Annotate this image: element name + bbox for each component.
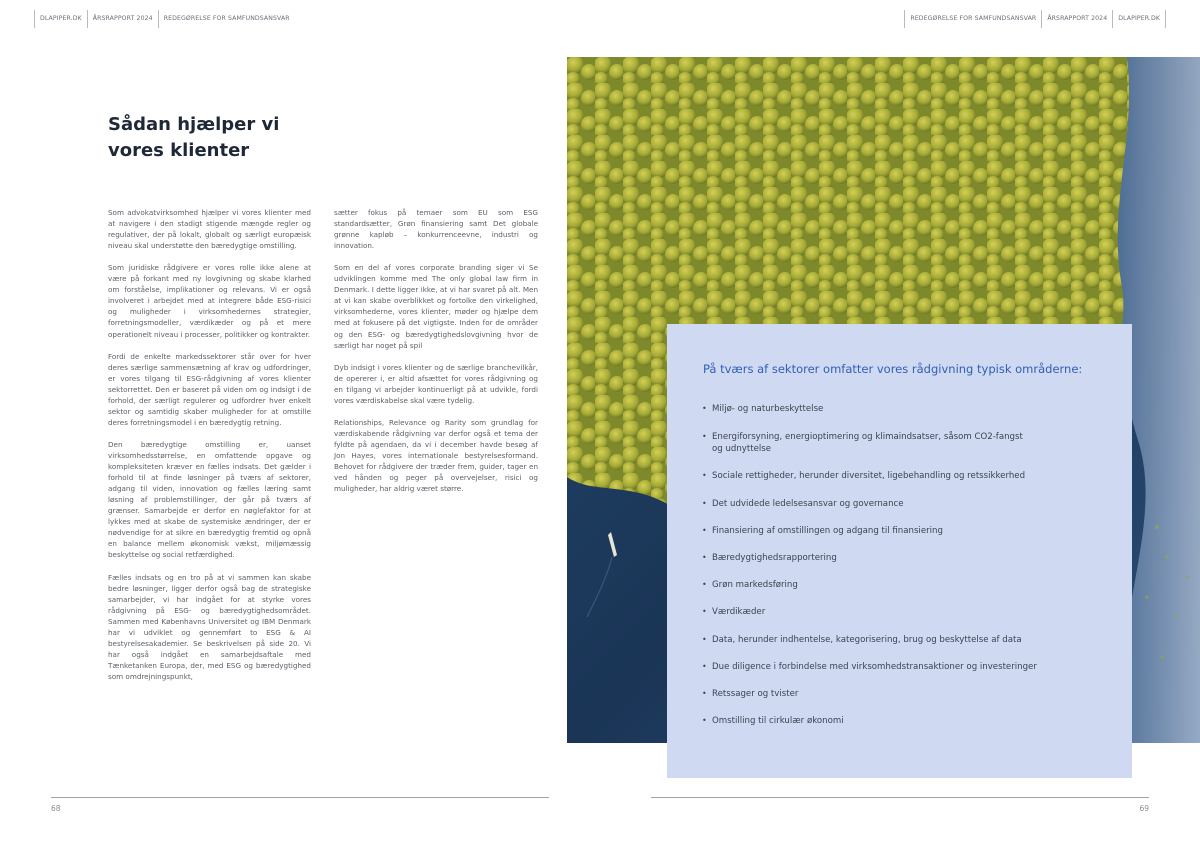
paragraph: Den bæredygtige omstilling er, uanset virksomhedsstørrelse, en omfattende opgave og kompleksiteten kræver en fælles indsats. Det gælder i forhold til at finde løsninger på tværs af sektorer, adgang til viden, innovation og fælles læring samt løsning af problemstillinger, der går på tværs af grænser. Samarbejde er derfor en nøglefaktor for at lykkes med at skabe de systemiske ændringer, der er nødvendige for at sikre en bæredygtig fremtid og opnå en balance mellem økonomisk vækst, miljømæssig beskyttelse og social retfærdighed. [108,439,311,560]
paragraph: Som en del af vores corporate branding siger vi Se udviklingen komme med The only global law firm in Denmark. I dette ligger ikke, at vi har svaret på alt. Men at vi kan skabe overblikket og fortolke den virkelighed, virksomhederne, vores klienter, møder og hjælpe dem med at fokusere på det vigtigste. Inden for de områder og den ESG- og bæredygtighedslovgivning hvor de særligt har noget på spil [334,263,538,350]
list-item: • Data, herunder indhentelse, kategorisering, brug og beskyttelse af data [702,634,1022,646]
list-item: • Sociale rettigheder, herunder diversitet, ligebehandling og retssikkerhed [702,470,1025,482]
paragraph: sætter fokus på temaer som EU som ESG standardsætter, Grøn finansiering samt Det globale grønne kapløb – konkurrenceevne, industri og innovation. [334,208,538,251]
header-site-link[interactable]: DLAPIPER.DK [34,10,87,28]
advisory-areas-heading: På tværs af sektorer omfatter vores rådgivning typisk områderne: [703,362,1083,376]
list-item: • Due diligence i forbindelse med virksomhedstransaktioner og investeringer [702,661,1037,673]
footer-divider-left [51,797,549,798]
header-nav-left [34,10,295,28]
footer-divider-right [651,797,1149,798]
body-column-1 [108,207,311,693]
paragraph: Som advokatvirksomhed hjælper vi vores klienter med at navigere i den stadigt stigende mængde regler og regulativer, der på lokalt, globalt og særligt europæisk niveau skal understøtte den bæredygtige omstilling. [108,208,311,251]
page-number-left: 68 [51,804,61,813]
list-item: • Værdikæder [702,606,765,618]
page-number-right: 69 [1139,804,1149,813]
page-title: Sådan hjælper vi vores klienter [108,114,280,161]
list-item: • Energiforsyning, energioptimering og klimaindsatser, såsom CO2-fangst og udnyttelse [702,431,1032,455]
paragraph: Fælles indsats og en tro på at vi sammen kan skabe bedre løsninger, ligger derfor også bag de strategiske samarbejder, vi har indgået for at styrke vores rådgivning på ESG- og bæredygtighedsområdet. Sammen med Københavns Universitet og IBM Denmark har vi udviklet og gennemført to ESG & AI bestyrelsesakademier. Se beskrivelsen på side 20. Vi har også indgået en samarbejdsaftale med Tænketanken Europa, der, med ESG og bæredygtighed som omdrejningspunkt, [108,572,311,681]
paragraph: Fordi de enkelte markedssektorer står over for hver deres særlige sammensætning af krav og udfordringer, er vores tilgang til ESG-rådgivning af vores klienter sektorrettet. Den er baseret på viden om og indsigt i de forhold, der særligt regulerer og udfordrer hver enkelt sektor og samtidig skaber muligheder for at omstille deres forretningsmodel i en bæredygtig retning. [108,351,311,427]
list-item: • Omstilling til cirkulær økonomi [702,715,844,727]
list-item: • Det udvidede ledelsesansvar og governance [702,498,904,510]
header-report-label: ÅRSRAPPORT 2024 [1041,10,1112,28]
paragraph: Dyb indsigt i vores klienter og de særlige branchevilkår, de opererer i, er altid afsættet for vores rådgivning og en tilgang vi arbejder kontinuerligt på at udvikle, fordi vores værdiskabelse skal være tydelig. [334,362,538,405]
header-section-label: REDEGØRELSE FOR SAMFUNDSANSVAR [158,10,295,28]
list-item: • Bæredygtighedsrapportering [702,552,837,564]
list-item: • Grøn markedsføring [702,579,798,591]
list-item: • Miljø- og naturbeskyttelse [702,403,823,415]
header-nav-right [904,10,1166,28]
header-section-label: REDEGØRELSE FOR SAMFUNDSANSVAR [904,10,1041,28]
paragraph: Som juridiske rådgivere er vores rolle ikke alene at være på forkant med ny lovgivning og skabe klarhed om forståelse, implikationer og relevans. Vi er også involveret i arbejdet med at integrere både ESG-risici og muligheder i virksomhedernes strategier, forretningsmodeller, værdikæder og på et mere operationelt niveau i processer, politikker og kontrakter. [108,263,311,339]
advisory-areas-box [667,324,1132,778]
paragraph: Relationships, Relevance og Rarity som grundlag for værdiskabende rådgivning var derfor også et tema der fyldte på agendaen, da vi i december havde besøg af Jon Hayes, vores internationale bestyrelsesformand. Behovet for rådgivere der træder frem, guider, tager en ved hånden og peger på overvejelser, risici og muligheder, har aldrig været større. [334,417,538,494]
body-column-2 [334,207,538,505]
list-item: • Finansiering af omstillingen og adgang til finansiering [702,525,943,537]
header-report-label: ÅRSRAPPORT 2024 [87,10,158,28]
header-site-link[interactable]: DLAPIPER.DK [1112,10,1166,28]
list-item: • Retssager og tvister [702,688,798,700]
